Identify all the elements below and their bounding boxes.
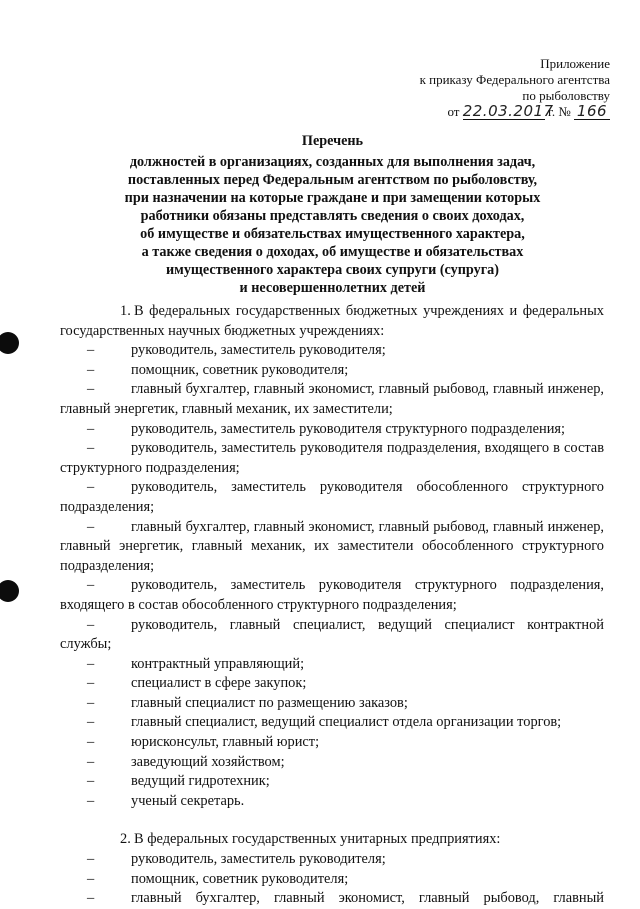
handwritten-date: 22.03.2017 [462, 102, 554, 120]
list-item: – ведущий гидротехник; [60, 772, 604, 792]
appendix-line: к приказу Федерального агентства [419, 72, 610, 87]
title-line: а также сведения о доходах, об имуществе и обязательствах [141, 244, 524, 260]
section-number: 2. [120, 831, 131, 848]
list-item: – ученый секретарь. [60, 792, 604, 812]
dash-marker: – [87, 694, 95, 711]
title-heading: Перечень [301, 133, 364, 149]
dash-marker: – [87, 577, 95, 594]
dash-marker: – [87, 342, 95, 359]
dash-marker: – [87, 792, 95, 809]
list-item: – руководитель, главный специалист, ведущий специалист контрактной службы; [60, 616, 604, 653]
list-item: – специалист в сфере закупок; [60, 674, 604, 694]
dash-marker: – [87, 361, 95, 378]
section-spacer [60, 811, 604, 830]
title-line: работники обязаны представлять сведения о своих доходах, [140, 208, 525, 224]
dash-marker: – [87, 714, 95, 731]
title-line: имущественного характера своих супруги (супруга) [165, 262, 499, 278]
number-prefix: г. № [547, 104, 571, 119]
dash-marker: – [87, 851, 95, 868]
title-line: об имуществе и обязательствах имущественного характера, [140, 226, 525, 242]
list-item: – главный специалист по размещению заказов; [60, 694, 604, 714]
date-prefix: от [447, 104, 460, 119]
appendix-line: Приложение [540, 56, 610, 71]
document-body [60, 302, 604, 909]
appendix-header [310, 56, 610, 120]
dash-marker: – [87, 675, 95, 692]
dash-marker: – [87, 440, 95, 457]
dash-marker: – [87, 773, 95, 790]
section-1-intro [60, 302, 604, 341]
section-2-intro [60, 830, 604, 850]
dash-marker: – [87, 753, 95, 770]
handwritten-order-number: 166 [574, 104, 610, 120]
list-item: – помощник, советник руководителя; [60, 870, 604, 890]
binder-hole-mark [0, 580, 19, 602]
section-intro-text: В федеральных государственных бюджетных учреждениях и федеральных государственных научных бюджетных учреждениях: [60, 303, 604, 339]
title-line: при назначении на которые граждане и при замещении которых [124, 190, 541, 206]
dash-marker: – [87, 734, 95, 751]
list-item: – контрактный управляющий; [60, 655, 604, 675]
list-item: – главный бухгалтер, главный экономист, главный рыбовод, главный [60, 889, 604, 909]
section-number: 1. [120, 303, 131, 319]
list-item: – руководитель, заместитель руководителя обособленного структурного подразделения; [60, 479, 604, 515]
list-item: – руководитель, заместитель руководителя; [60, 850, 604, 870]
list-item: – руководитель, заместитель руководителя; [60, 341, 604, 361]
title-line: и несовершеннолетних детей [239, 280, 426, 296]
dash-marker: – [87, 420, 95, 437]
list-item: – руководитель, заместитель руководителя структурного подразделения; [60, 420, 604, 440]
appendix-line: по рыболовству [522, 88, 610, 103]
list-item: – руководитель, заместитель руководителя структурного подразделения, входящего в состав обособленного структурного подразделения; [60, 577, 604, 613]
dash-marker: – [87, 655, 95, 672]
list-item: – помощник, советник руководителя; [60, 361, 604, 381]
dash-marker: – [87, 518, 95, 535]
list-item: – руководитель, заместитель руководителя подразделения, входящего в состав структурного подразделения; [60, 440, 604, 476]
list-item: – главный бухгалтер, главный экономист, главный рыбовод, главный инженер, главный энергетик, главный механик, их заместители; [60, 381, 604, 417]
dash-marker: – [87, 870, 95, 887]
dash-marker: – [87, 890, 95, 907]
list-item: – главный бухгалтер, главный экономист, главный рыбовод, главный инженер, главный энергетик, главный механик, их заместители обособленного структурного подразделения; [60, 518, 604, 574]
binder-hole-mark [0, 332, 19, 354]
section-intro-text: В федеральных государственных унитарных предприятиях: [134, 831, 501, 848]
list-item: – главный специалист, ведущий специалист отдела организации торгов; [60, 713, 604, 733]
list-item: – юрисконсульт, главный юрист; [60, 733, 604, 753]
dash-marker: – [87, 616, 95, 633]
title-line: поставленных перед Федеральным агентством по рыболовству, [127, 172, 538, 188]
dash-marker: – [87, 479, 95, 496]
list-item: – заведующий хозяйством; [60, 753, 604, 773]
dash-marker: – [87, 381, 95, 398]
title-line: должностей в организациях, созданных для выполнения задач, [129, 154, 536, 170]
order-date-line [310, 104, 610, 120]
document-title [60, 132, 605, 297]
